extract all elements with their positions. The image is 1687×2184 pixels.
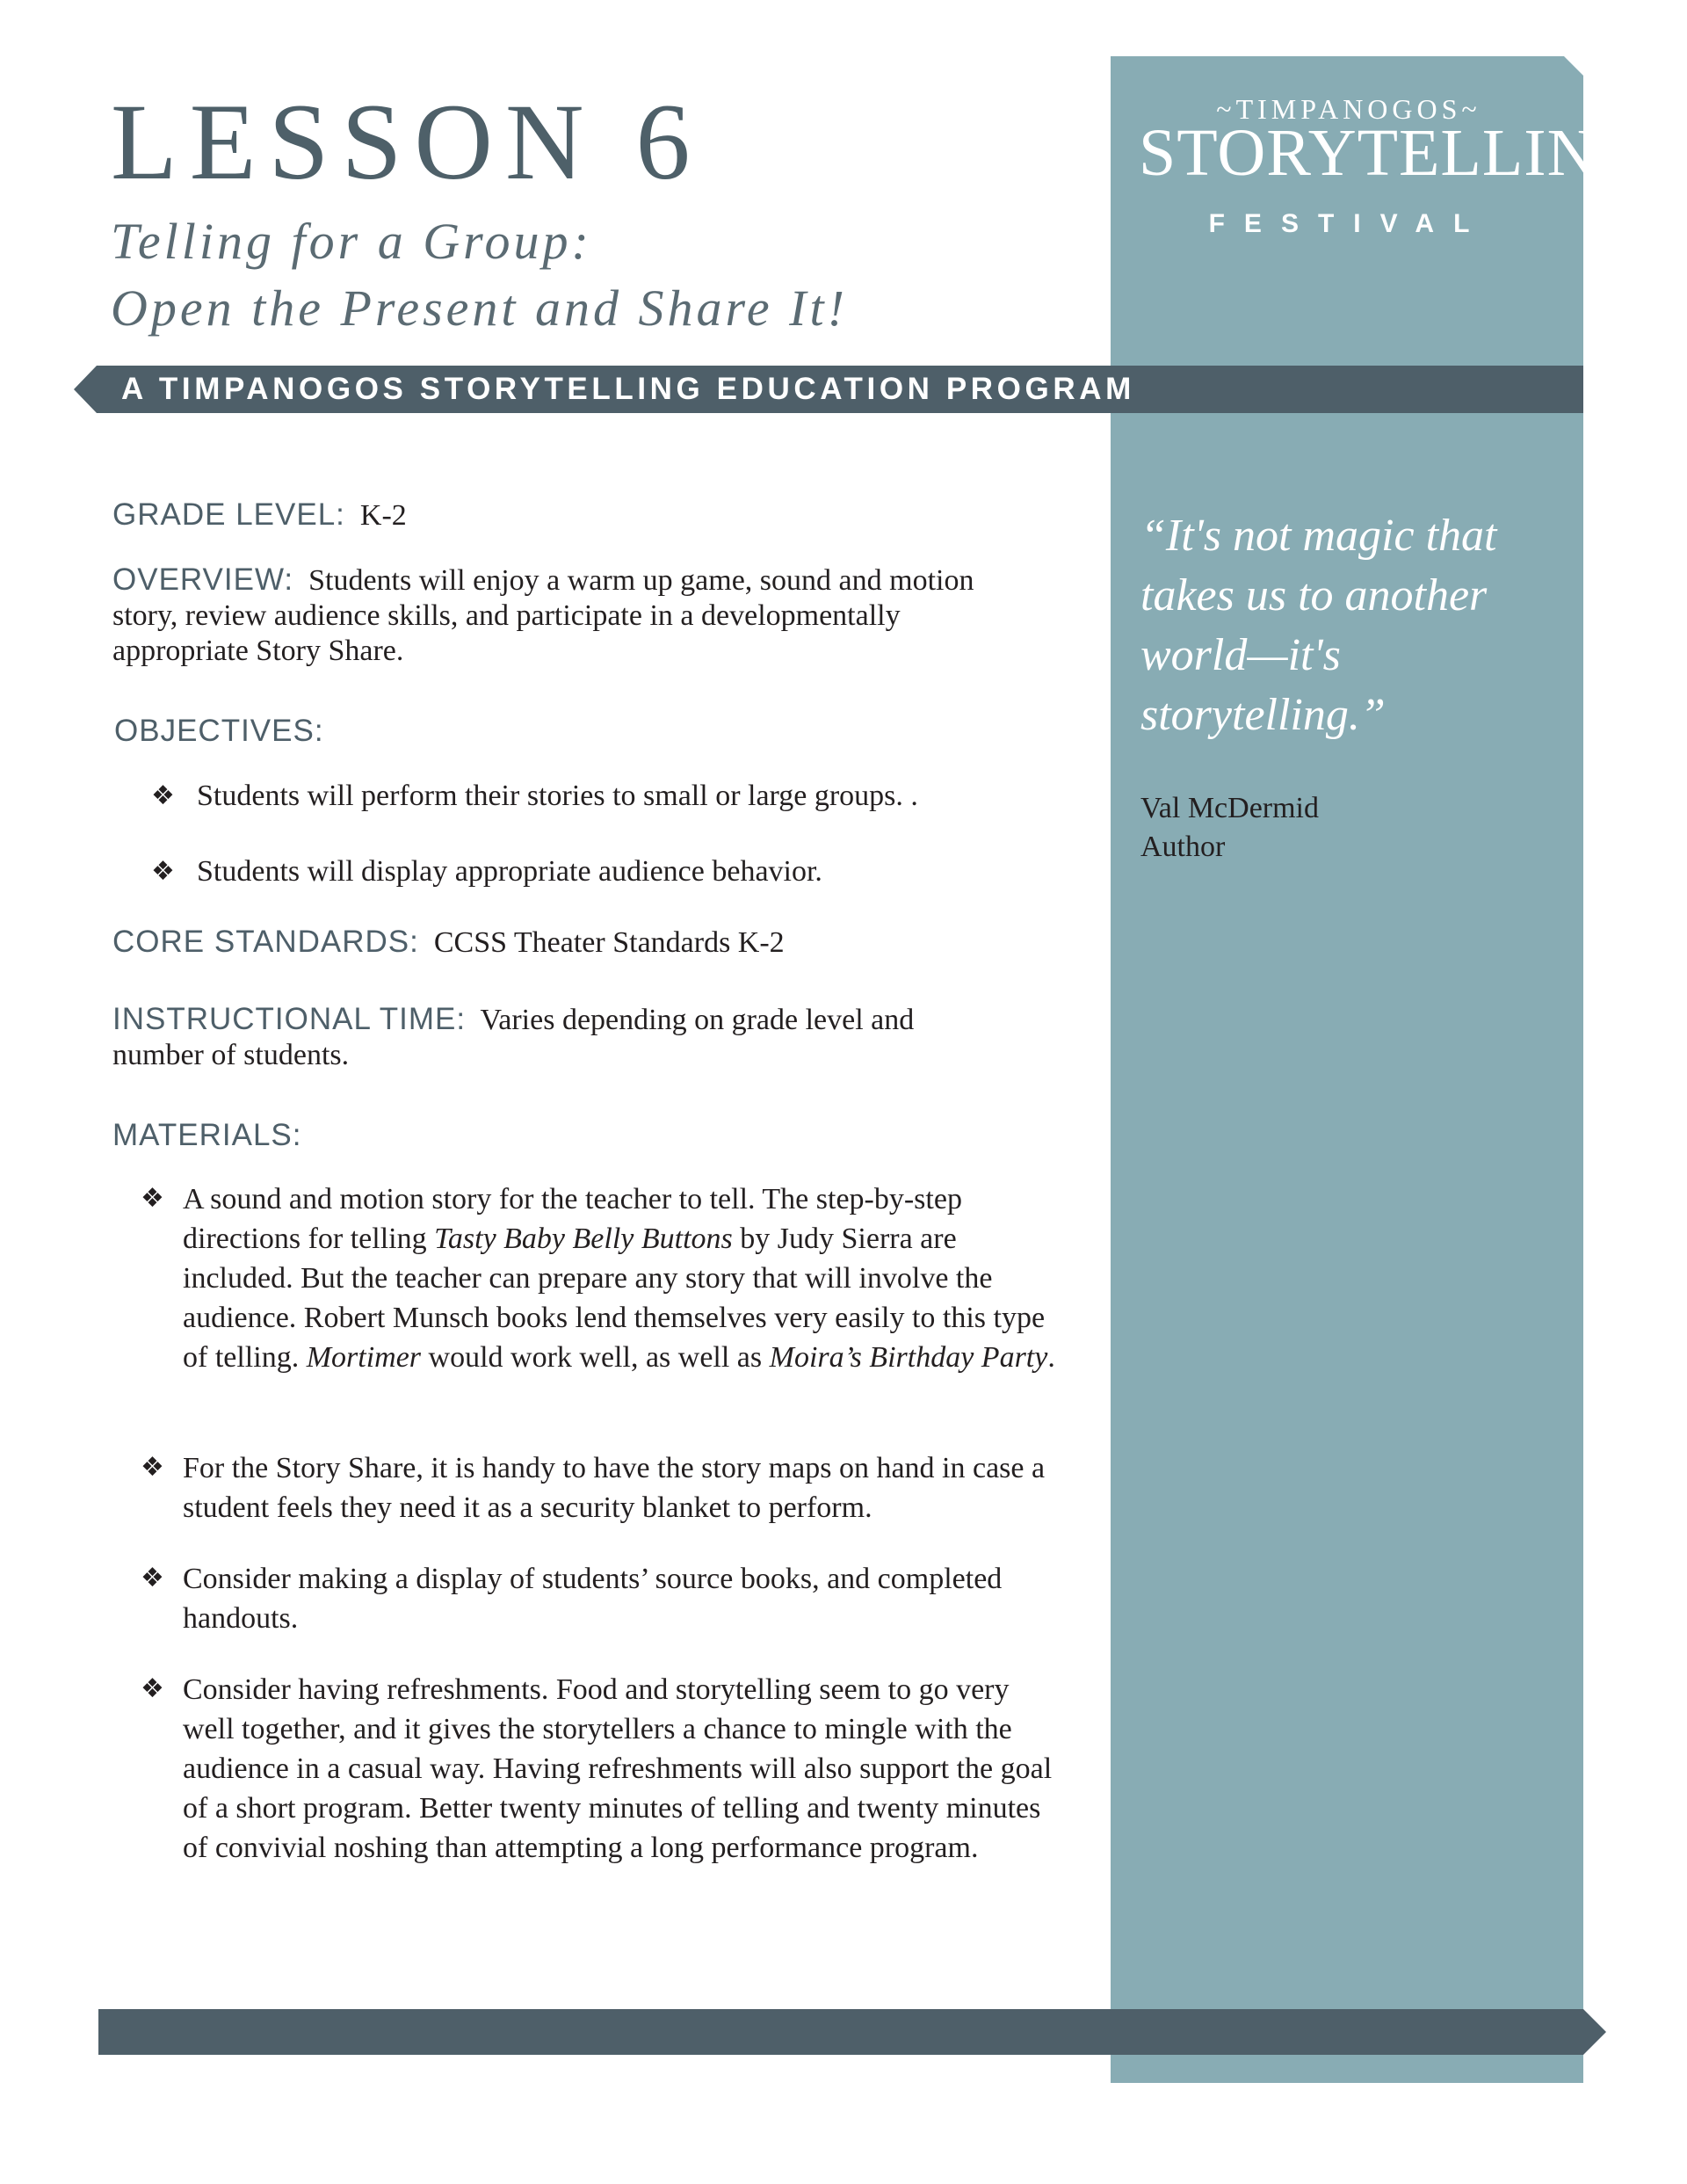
core-standards-label: CORE STANDARDS: [112, 925, 419, 959]
footer-bar [98, 2009, 1583, 2055]
logo-main-text: STORYTELLING [1139, 116, 1646, 190]
diamond-bullet-icon: ❖ [141, 1452, 164, 1483]
program-banner-text: A TIMPANOGOS STORYTELLING EDUCATION PROGRAM [121, 372, 1135, 406]
core-standards [112, 925, 1000, 961]
diamond-bullet-icon: ❖ [141, 1563, 164, 1593]
sidebar-panel [1111, 56, 1646, 2083]
objectives-label: OBJECTIVES: [114, 714, 324, 748]
materials-text-part: by Judy Sierra are included. But the teacher can prepare any story that will involve the audience. Robert Munsch books lend themselves very easily to this type of telling. [183, 1223, 1046, 1374]
materials-item [141, 1448, 1063, 1527]
diamond-bullet-icon: ❖ [141, 1673, 164, 1704]
logo-flourish-right-icon: ~ [1461, 93, 1481, 125]
instructional-time-label: INSTRUCTIONAL TIME: [112, 1002, 467, 1036]
overview-label: OVERVIEW: [112, 562, 294, 597]
objective-item [151, 777, 1065, 816]
overview-text: Students will enjoy a warm up game, sound and motion story, review audience skills, and participate in a developmentally appropriate Story Share. [112, 564, 974, 667]
objective-text: Students will perform their stories to small or large groups. . [197, 780, 918, 812]
book-title: Moira’s Birthday Party [769, 1341, 1048, 1374]
materials-text-part: A sound and motion story for the teacher to tell. The step-by-step directions for telling [183, 1183, 962, 1255]
materials-text-part: . [1047, 1341, 1055, 1374]
materials-text: Consider making a display of students’ source books, and completed handouts. [183, 1563, 1003, 1635]
objective-item [151, 853, 1065, 891]
lesson-subtitle-line1: Telling for a Group: [111, 213, 592, 270]
banner-arrow-icon [74, 366, 97, 413]
materials-item [141, 1179, 1063, 1377]
instructional-time-value: Varies depending on grade level and number of students. [112, 1004, 915, 1071]
sidebar-corner-notch [1564, 56, 1583, 76]
grade-level-value: K-2 [359, 499, 407, 532]
materials-text-part: would work well, as well as [421, 1341, 770, 1374]
logo-sub-text: FESTIVAL [1208, 209, 1489, 238]
instructional-time [112, 1002, 1000, 1073]
quote-author-role: Author [1140, 831, 1226, 863]
materials-label: MATERIALS: [112, 1118, 302, 1152]
book-title: Mortimer [306, 1341, 422, 1374]
grade-level [112, 497, 1000, 533]
materials-item [141, 1670, 1063, 1868]
core-standards-value: CCSS Theater Standards K-2 [433, 926, 785, 959]
materials-text: Consider having refreshments. Food and storytelling seem to go very well together, and it gives the storytellers a chance to mingle with the audience in a casual way. Having refreshments will also support the goal of a short program. Better twenty minutes of telling and twenty minutes of convivial noshing than attempting a long performance program. [183, 1673, 1053, 1864]
grade-level-label: GRADE LEVEL: [112, 497, 345, 532]
diamond-bullet-icon: ❖ [151, 856, 175, 887]
lesson-subtitle-line2: Open the Present and Share It! [111, 279, 848, 337]
footer-arrow-icon [1583, 2009, 1606, 2055]
diamond-bullet-icon: ❖ [141, 1183, 164, 1214]
materials-text [183, 1179, 1063, 1377]
logo-flourish-left-icon: ~ [1216, 93, 1236, 125]
objective-text: Students will display appropriate audience behavior. [197, 855, 822, 888]
book-title: Tasty Baby Belly Buttons [434, 1223, 733, 1255]
materials-item [141, 1559, 1063, 1638]
logo-top-word: TIMPANOGOS [1235, 93, 1462, 125]
materials-text: For the Story Share, it is handy to have the story maps on hand in case a student feels they need it as a security blanket to perform. [183, 1452, 1046, 1524]
overview [112, 562, 1000, 669]
sidebar-quote: “It's not magic that takes us to another world—it's storytelling.” [1140, 511, 1497, 740]
lesson-title: LESSON 6 [111, 82, 703, 202]
diamond-bullet-icon: ❖ [151, 780, 175, 811]
quote-author: Val McDermid [1140, 792, 1320, 824]
